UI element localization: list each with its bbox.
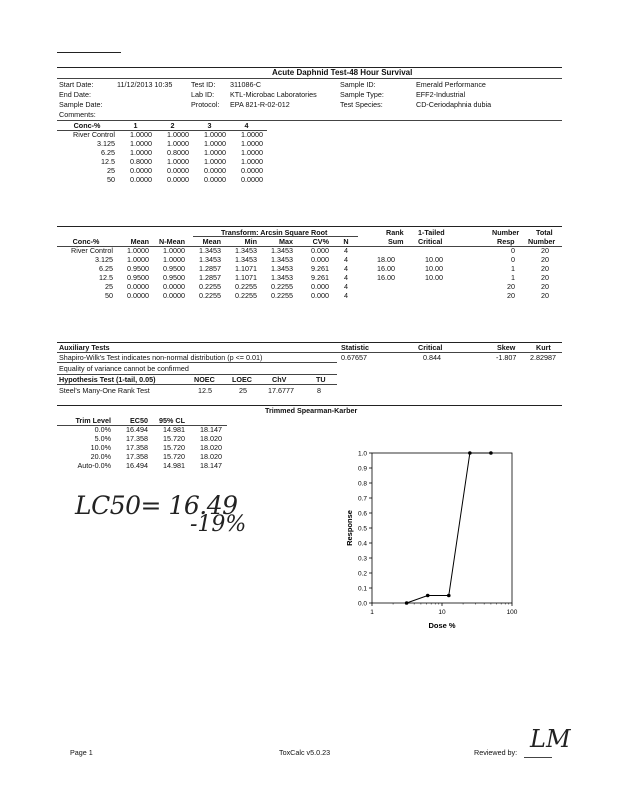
raw-col-header: 2 <box>170 121 175 130</box>
protocol-label: Protocol: <box>191 100 220 109</box>
transform-row <box>57 246 551 255</box>
raw-row-cell: 1.0000 <box>167 157 189 166</box>
data-point <box>489 451 493 455</box>
noec-value: 12.5 <box>198 386 212 395</box>
raw-row <box>57 130 265 139</box>
spearman-row-cell: 15.720 <box>163 434 185 443</box>
x-tick-label: 1 <box>370 609 374 616</box>
transform-row-cell: 1.3453 <box>271 264 293 273</box>
spearman-row-cell: 14.981 <box>163 461 185 470</box>
spearman-row-cell: 18.020 <box>200 443 222 452</box>
handwritten-percent: -19% <box>190 512 247 537</box>
transform-row-cell: 20 <box>541 255 549 264</box>
x-tick-label: 10 <box>438 609 446 616</box>
transform-row-cell <box>397 282 445 291</box>
dose-response-chart <box>330 440 540 640</box>
transform-row-cell: 12.5 <box>99 273 113 282</box>
raw-row-cell: 1.0000 <box>130 130 152 139</box>
raw-row-cell: 3.125 <box>97 139 115 148</box>
raw-row-cell: 0.0000 <box>167 166 189 175</box>
test-species-label: Test Species: <box>340 100 383 109</box>
sample-id-label: Sample ID: <box>340 80 376 89</box>
transform-row-cell: 20 <box>541 282 549 291</box>
total-number-label: Number <box>528 237 556 246</box>
protocol-value: EPA 821-R-02-012 <box>230 100 290 109</box>
transform-row-cell: 4 <box>344 255 348 264</box>
handwritten-lc50: LC50= 16.49 <box>75 491 238 520</box>
y-tick-label: 0.5 <box>357 525 367 533</box>
x-tick-label: 100 <box>506 609 518 616</box>
transform-table <box>57 237 551 300</box>
spearman-row-cell: 16.494 <box>126 425 148 434</box>
lab-id-value: KTL-Microbac Laboratories <box>230 90 317 99</box>
noec-label: NOEC <box>194 375 215 384</box>
transform-row-cell: 0.2255 <box>271 282 293 291</box>
transform-row-cell: River Control <box>71 246 113 255</box>
report-title: Acute Daphnid Test-48 Hour Survival <box>272 68 413 77</box>
reviewed-by-rule <box>524 757 552 758</box>
transform-col-header: Mean <box>130 237 149 246</box>
transform-col-header: Min <box>244 237 257 246</box>
spearman-row-cell: 17.358 <box>126 452 148 461</box>
transform-row-cell: 1.0000 <box>163 255 185 264</box>
transform-row-cell: 20 <box>507 291 515 300</box>
sample-date-label: Sample Date: <box>59 100 103 109</box>
y-tick-label: 0.1 <box>357 585 367 593</box>
raw-row-cell: 0.0000 <box>204 175 226 184</box>
plot-frame <box>372 453 512 603</box>
number-label: Number <box>492 228 520 237</box>
transform-row-cell: 0.0000 <box>127 282 149 291</box>
raw-col-header: 4 <box>244 121 249 130</box>
raw-row <box>57 175 265 184</box>
spearman-col-header <box>187 416 224 425</box>
raw-row-cell: 0.0000 <box>241 175 263 184</box>
raw-row-cell: 1.0000 <box>204 148 226 157</box>
comments-label: Comments: <box>59 110 96 119</box>
response-series-line <box>407 453 491 603</box>
test-id-value: 311086-C <box>230 80 262 89</box>
transform-row-cell: 4 <box>344 246 348 255</box>
raw-row-cell: 0.0000 <box>204 166 226 175</box>
spearman-title: Trimmed Spearman-Karber <box>265 406 358 415</box>
spearman-row-cell: 0.0% <box>94 425 111 434</box>
spearman-row-cell: 15.720 <box>163 443 185 452</box>
loec-label: LOEC <box>232 375 252 384</box>
transform-row-cell: 1.3453 <box>235 255 257 264</box>
software-version: ToxCalc v5.0.23 <box>279 748 331 757</box>
spearman-row-cell: 20.0% <box>90 452 111 461</box>
raw-row-cell: 1.0000 <box>167 139 189 148</box>
spearman-row-cell: 15.720 <box>163 452 185 461</box>
raw-row <box>57 166 265 175</box>
chv-label: ChV <box>272 375 287 384</box>
raw-row-cell: 1.0000 <box>241 130 263 139</box>
chv-value: 17.6777 <box>268 386 294 395</box>
total-label: Total <box>536 228 553 237</box>
transform-col-header: Mean <box>202 237 221 246</box>
aux-kurt-label: Kurt <box>536 343 551 352</box>
y-tick-label: 0.6 <box>357 510 367 518</box>
test-id-label: Test ID: <box>191 80 216 89</box>
header-title-rule <box>57 78 562 79</box>
tu-label: TU <box>316 375 326 384</box>
tailed-label: 1-Tailed <box>418 228 445 237</box>
reviewer-initials: LM <box>530 725 571 753</box>
spearman-row <box>57 425 224 434</box>
raw-row-cell: 25 <box>107 166 115 175</box>
spearman-row <box>57 443 224 452</box>
transform-row-cell: 25 <box>105 282 113 291</box>
transform-row-cell: 0.0000 <box>163 291 185 300</box>
transform-col-header: Max <box>279 237 293 246</box>
critical-label: Critical <box>418 237 443 246</box>
transform-row-cell: 1.3453 <box>199 255 221 264</box>
shapiro-kurt: 2.82987 <box>530 353 556 362</box>
raw-row-cell: 0.0000 <box>130 175 152 184</box>
transform-row-cell: 9.261 <box>311 264 329 273</box>
transform-col-header: Conc-% <box>72 237 100 246</box>
transform-row <box>57 291 551 300</box>
raw-col-header: 1 <box>133 121 138 130</box>
hypothesis-label: Hypothesis Test (1-tail, 0.05) <box>59 375 156 384</box>
transform-row-cell: 0.0000 <box>127 291 149 300</box>
steel-text: Steel's Many-One Rank Test <box>59 386 150 395</box>
transform-row-cell: 18.00 <box>377 255 395 264</box>
spearman-row-cell: 17.358 <box>126 434 148 443</box>
transform-row-cell: 1.3453 <box>271 273 293 282</box>
data-point <box>426 594 430 598</box>
shapiro-text: Shapiro-Wilk's Test indicates non-normal distribution (p <= 0.01) <box>59 353 263 362</box>
data-point <box>468 451 472 455</box>
spearman-row-cell: 18.020 <box>200 434 222 443</box>
page-number: Page 1 <box>70 748 93 757</box>
sum-label: Sum <box>388 237 404 246</box>
transform-row-cell: 50 <box>105 291 113 300</box>
transform-row-cell: 1.0000 <box>127 255 149 264</box>
shapiro-critical: 0.844 <box>423 353 441 362</box>
transform-row-cell: 0.000 <box>311 246 329 255</box>
raw-row-cell: 0.0000 <box>130 166 152 175</box>
transform-row-cell: 0.9500 <box>127 273 149 282</box>
transform-col-header: N <box>343 237 349 246</box>
transform-row-cell <box>397 291 445 300</box>
raw-col-header: 3 <box>207 121 212 130</box>
transform-row-cell: 1.1071 <box>235 273 257 282</box>
transform-row-cell: 20 <box>541 273 549 282</box>
transform-row-cell: 16.00 <box>377 264 395 273</box>
transform-row-cell: 0.0000 <box>163 282 185 291</box>
rank-label: Rank <box>386 228 404 237</box>
y-tick-label: 0.2 <box>357 570 367 578</box>
transform-row-cell: 0.2255 <box>199 291 221 300</box>
raw-row-cell: 50 <box>107 175 115 184</box>
tu-value: 8 <box>317 386 321 395</box>
y-tick-label: 1.0 <box>357 450 367 458</box>
transform-row-cell: 0.2255 <box>235 291 257 300</box>
transform-row-cell: 10.00 <box>425 273 443 282</box>
transform-row-cell: 9.261 <box>311 273 329 282</box>
transform-row-cell: 1.2857 <box>199 273 221 282</box>
aux-skew-label: Skew <box>497 343 516 352</box>
transform-row-cell: 0.2255 <box>199 282 221 291</box>
spearman-row <box>57 452 224 461</box>
transform-row-cell: 1 <box>511 273 515 282</box>
sample-id-value: Emerald Performance <box>416 80 486 89</box>
spearman-row-cell: 18.147 <box>200 425 222 434</box>
raw-row-cell: 1.0000 <box>204 130 226 139</box>
transform-row-cell: 0.000 <box>311 255 329 264</box>
spearman-row-cell: 17.358 <box>126 443 148 452</box>
raw-row-cell: 1.0000 <box>204 157 226 166</box>
raw-row-cell: 12.5 <box>101 157 115 166</box>
raw-col-header: Conc-% <box>73 121 101 130</box>
aux-title: Auxiliary Tests <box>59 343 110 352</box>
test-species-value: CD-Ceriodaphnia dubia <box>416 100 492 109</box>
transform-row-cell: 0.000 <box>311 291 329 300</box>
transform-row-cell: 1.3453 <box>235 246 257 255</box>
raw-row-cell: 1.0000 <box>241 139 263 148</box>
transform-row-cell: 3.125 <box>95 255 113 264</box>
start-date-value: 11/12/2013 10:35 <box>117 80 173 89</box>
spearman-col-header: EC50 <box>130 416 148 425</box>
spearman-row <box>57 461 224 470</box>
start-date-label: Start Date: <box>59 80 94 89</box>
transform-row-cell: 1.2857 <box>199 264 221 273</box>
raw-row-cell: 1.0000 <box>167 130 189 139</box>
spearman-row-cell: 10.0% <box>90 443 111 452</box>
spearman-row-cell: 18.147 <box>200 461 222 470</box>
transform-row-cell: 0.9500 <box>163 273 185 282</box>
raw-row-cell: 1.0000 <box>130 139 152 148</box>
transform-row-cell: 16.00 <box>377 273 395 282</box>
transform-row-cell: 1.0000 <box>163 246 185 255</box>
spearman-row-cell: Auto-0.0% <box>77 461 111 470</box>
transform-row-cell <box>361 282 397 291</box>
y-tick-label: 0.9 <box>357 465 367 473</box>
transform-row-cell: 0.2255 <box>235 282 257 291</box>
transform-row <box>57 255 551 264</box>
transform-row-cell: 20 <box>541 291 549 300</box>
transform-row-cell: 4 <box>344 264 348 273</box>
spearman-row-cell: 14.981 <box>163 425 185 434</box>
y-axis-label: Response <box>345 510 354 546</box>
raw-row-cell: 6.25 <box>101 148 115 157</box>
transform-row-cell: 10.00 <box>425 264 443 273</box>
transform-row-cell: 0.9500 <box>163 264 185 273</box>
transform-row-cell: 0.9500 <box>127 264 149 273</box>
transform-row-cell: 20 <box>507 282 515 291</box>
sample-type-value: EFF2-Industrial <box>416 90 466 99</box>
transform-col-header: N-Mean <box>159 237 185 246</box>
y-tick-label: 0.7 <box>357 495 367 503</box>
transform-group-title: Transform: Arcsin Square Root <box>221 228 328 237</box>
spearman-col-header: 95% CL <box>159 416 185 425</box>
x-axis-label: Dose % <box>428 621 456 630</box>
transform-row-cell: 0 <box>511 255 515 264</box>
spearman-row-cell: 16.494 <box>126 461 148 470</box>
raw-data-table <box>57 121 265 184</box>
loec-value: 25 <box>239 386 247 395</box>
transform-row-cell: 20 <box>541 264 549 273</box>
y-tick-label: 0.0 <box>357 600 367 608</box>
end-date-label: End Date: <box>59 90 91 99</box>
transform-row-cell: 1 <box>511 264 515 273</box>
spearman-row-cell: 18.020 <box>200 452 222 461</box>
transform-row <box>57 264 551 273</box>
transform-row-cell: 0.000 <box>311 282 329 291</box>
y-tick-label: 0.8 <box>357 480 367 488</box>
transform-row <box>57 273 551 282</box>
transform-col-header: CV% <box>312 237 329 246</box>
shapiro-skew: -1.807 <box>496 353 517 362</box>
transform-row-cell: 4 <box>344 282 348 291</box>
transform-row-cell: 4 <box>344 291 348 300</box>
transform-row-cell <box>397 246 445 255</box>
data-point <box>447 594 451 598</box>
raw-row-cell: 0.0000 <box>241 166 263 175</box>
transform-row-cell: 1.3453 <box>199 246 221 255</box>
spearman-row-cell: 5.0% <box>94 434 111 443</box>
equality-text: Equality of variance cannot be confirmed <box>59 364 189 373</box>
raw-row-cell: River Control <box>73 130 115 139</box>
transform-row-cell: 20 <box>541 246 549 255</box>
transform-row-cell: 10.00 <box>425 255 443 264</box>
raw-row-cell: 0.8000 <box>130 157 152 166</box>
data-point <box>405 601 409 605</box>
transform-row-cell: 6.25 <box>99 264 113 273</box>
raw-row <box>57 148 265 157</box>
transform-row-cell <box>361 246 397 255</box>
spearman-col-header: Trim Level <box>75 416 111 425</box>
raw-row <box>57 157 265 166</box>
aux-critical-label: Critical <box>418 343 443 352</box>
transform-row <box>57 282 551 291</box>
aux-top-rule <box>57 342 562 343</box>
transform-row-cell: 0 <box>511 246 515 255</box>
transform-row-cell: 1.1071 <box>235 264 257 273</box>
transform-row-cell: 1.3453 <box>271 255 293 264</box>
transform-row-cell: 1.0000 <box>127 246 149 255</box>
sample-type-label: Sample Type: <box>340 90 384 99</box>
hypothesis-rule <box>57 384 337 385</box>
transform-row-cell: 1.3453 <box>271 246 293 255</box>
top-rule-short <box>57 52 121 53</box>
reviewed-by-label: Reviewed by: <box>474 748 518 757</box>
aux-statistic-label: Statistic <box>341 343 369 352</box>
spearman-row <box>57 434 224 443</box>
lab-id-label: Lab ID: <box>191 90 215 99</box>
transform-row-cell <box>361 291 397 300</box>
y-tick-label: 0.4 <box>357 540 367 548</box>
resp-label: Resp <box>497 237 515 246</box>
raw-row-cell: 0.0000 <box>167 175 189 184</box>
transform-top-rule <box>57 226 562 227</box>
raw-row-cell: 0.8000 <box>167 148 189 157</box>
shapiro-statistic: 0.67657 <box>341 353 367 362</box>
raw-row-cell: 1.0000 <box>241 157 263 166</box>
y-tick-label: 0.3 <box>357 555 367 563</box>
shapiro-rule <box>57 362 337 363</box>
transform-row-cell: 0.2255 <box>271 291 293 300</box>
raw-row-cell: 1.0000 <box>241 148 263 157</box>
transform-row-cell: 4 <box>344 273 348 282</box>
raw-row <box>57 139 265 148</box>
raw-row-cell: 1.0000 <box>130 148 152 157</box>
spearman-table <box>57 416 224 470</box>
raw-row-cell: 1.0000 <box>204 139 226 148</box>
